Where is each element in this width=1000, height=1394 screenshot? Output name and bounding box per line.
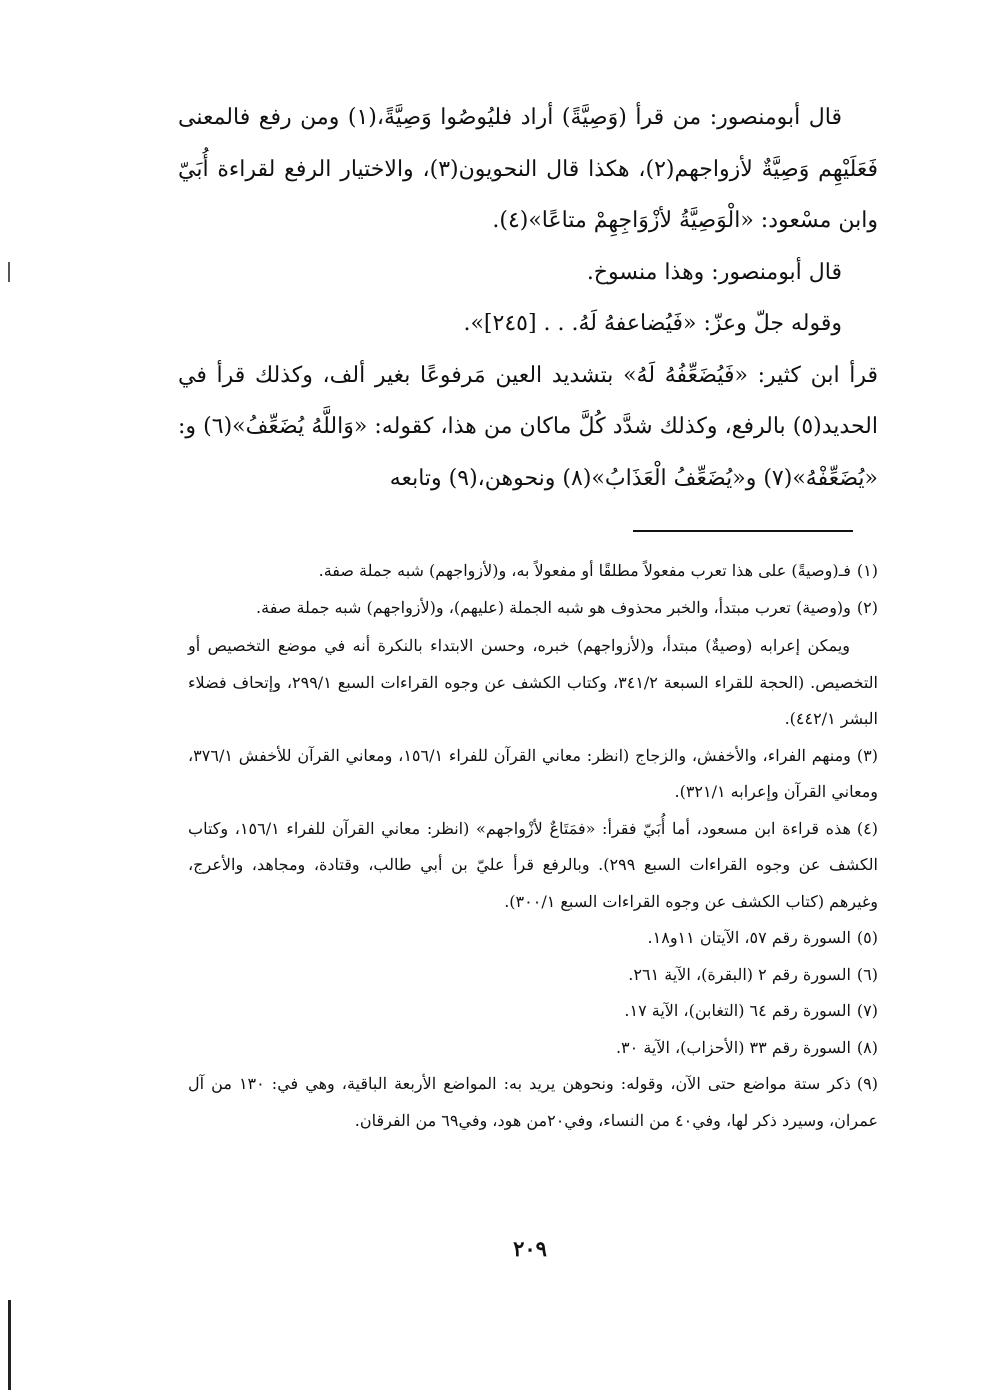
scan-margin-mark <box>8 1300 11 1390</box>
footnote-text: ويمكن إعرابه (وصيةٌ) مبتدأ، و(لأزواجهم) خبره، وحسن الابتداء بالنكرة أنه في موضع التخصيص أو التخصيص. (الحجة للقراء السبعة ٣٤١/٢، وكتاب الكشف عن وجوه القراءات السبع ٢٩٩/١، وإتحاف فضلاء البشر ٤٤٢/١). <box>188 636 879 728</box>
footnote-number: (٣) <box>856 745 878 765</box>
footnotes <box>188 553 878 1139</box>
footnote <box>188 920 878 957</box>
page-number: ٢٠٩ <box>513 1236 547 1261</box>
main-text <box>178 92 878 504</box>
paragraph: قرأ ابن كثير: «فَيُضَعِّفُهُ لَهُ» بتشديد العين مَرفوعًا بغير ألف، وكذلك قرأ في الحديد(٥) بالرفع، وكذلك شدَّد كُلَّ ماكان من هذا، كقوله: «وَاللَّهُ يُضَعِّفُ»(٦) و: «يُضَعِّفْهُ»(٧) و«يُضَعِّفُ الْعَذَابُ»(٨) ونحوهن،(٩) وتابعه <box>178 362 878 491</box>
footnote-text: السورة رقم ٥٧، الآيتان ١١و١٨. <box>647 928 851 947</box>
footnote-text: هذه قراءة ابن مسعود، أما أُبَيّ فقرأ: «فمَتَاعٌ لأزْواجهم» (انظر: معاني القرآن للفراء ١٥٦/١، وكتاب الكشف عن وجوه القراءات السبع ٢٩٩). وبالرفع قرأ عليّ بن أبي طالب، وقتادة، ومجاهد، والأعرج، وغيرهم (كتاب الكشف عن وجوه القراءات السبع ٣٠٠/١). <box>188 818 879 911</box>
footnote-text: السورة رقم ٦٤ (التغابن)، الآية ١٧. <box>624 1001 851 1020</box>
footnote <box>188 957 878 994</box>
footnote-number: (٢) <box>856 597 878 617</box>
footnote <box>188 1066 878 1139</box>
paragraph: وقوله جلّ وعزّ: «فَيُضاعفهُ لَهُ. . . [٢٤٥]». <box>463 311 842 336</box>
footnote <box>188 553 878 590</box>
footnote <box>188 993 878 1030</box>
footnote-number: (٨) <box>856 1037 878 1057</box>
footnote-number: (٧) <box>856 1001 878 1020</box>
paragraph: قال أبومنصور: من قرأ (وَصِيَّةً) أراد فليُوصُوا وَصِيَّةً،(١) ومن رفع فالمعنى فَعَلَيْهِم وَصِيَّةٌ لأزواجهم(٢)، هكذا قال النحويون(٣)، والاختيار الرفع لقراءة أُبَيّ وابن مسْعود: «الْوَصِيَّةُ لأزْوَاجِهِمْ متاعًا»(٤). <box>178 105 879 233</box>
footnote-text: السورة رقم ٣٣ (الأحزاب)، الآية ٣٠. <box>615 1037 851 1057</box>
footnote <box>188 590 878 627</box>
footnote-number: (٤) <box>856 818 878 838</box>
footnote-number: (٥) <box>856 928 878 947</box>
paragraph: قال أبومنصور: وهذا منسوخ. <box>586 259 842 285</box>
footnote-number: (٩) <box>856 1074 878 1093</box>
footnote-text: و(وصية) تعرب مبتدأ، والخبر محذوف هو شبه الجملة (عليهم)، و(لأزواجهم) شبه جملة صفة. <box>256 597 851 617</box>
scan-margin-mark <box>8 262 10 282</box>
footnote-number: (٦) <box>856 964 878 984</box>
footnote <box>188 811 878 921</box>
footnote-text: ذكر ستة مواضع حتى الآن، وقوله: ونحوهن يريد به: المواضع الأربعة الباقية، وهي في: ١٣٠ من آل عمران، وسيرد ذكر لها، وفي٤٠ من النساء، وفي٢٠من هود، وفي٦٩ من الفرقان. <box>188 1074 878 1130</box>
footnote-text: السورة رقم ٢ (البقرة)، الآية ٢٦١. <box>628 964 851 984</box>
footnote <box>188 738 878 811</box>
footnote-text: فـ(وصيةً) على هذا تعرب مفعولاً مطلقًا أو مفعولاً به، و(لأزواجهم) شبه جملة صفة. <box>318 561 851 580</box>
footnote-separator <box>633 530 853 532</box>
footnote <box>188 628 878 738</box>
footnote <box>188 1030 878 1067</box>
footnote-text: ومنهم الفراء، والأخفش، والزجاج (انظر: معاني القرآن للفراء ١٥٦/١، ومعاني القرآن للأخفش ٣٧٦/١، ومعاني القرآن وإعرابه ٣٢١/١). <box>188 745 878 801</box>
footnote-number: (١) <box>856 561 878 580</box>
